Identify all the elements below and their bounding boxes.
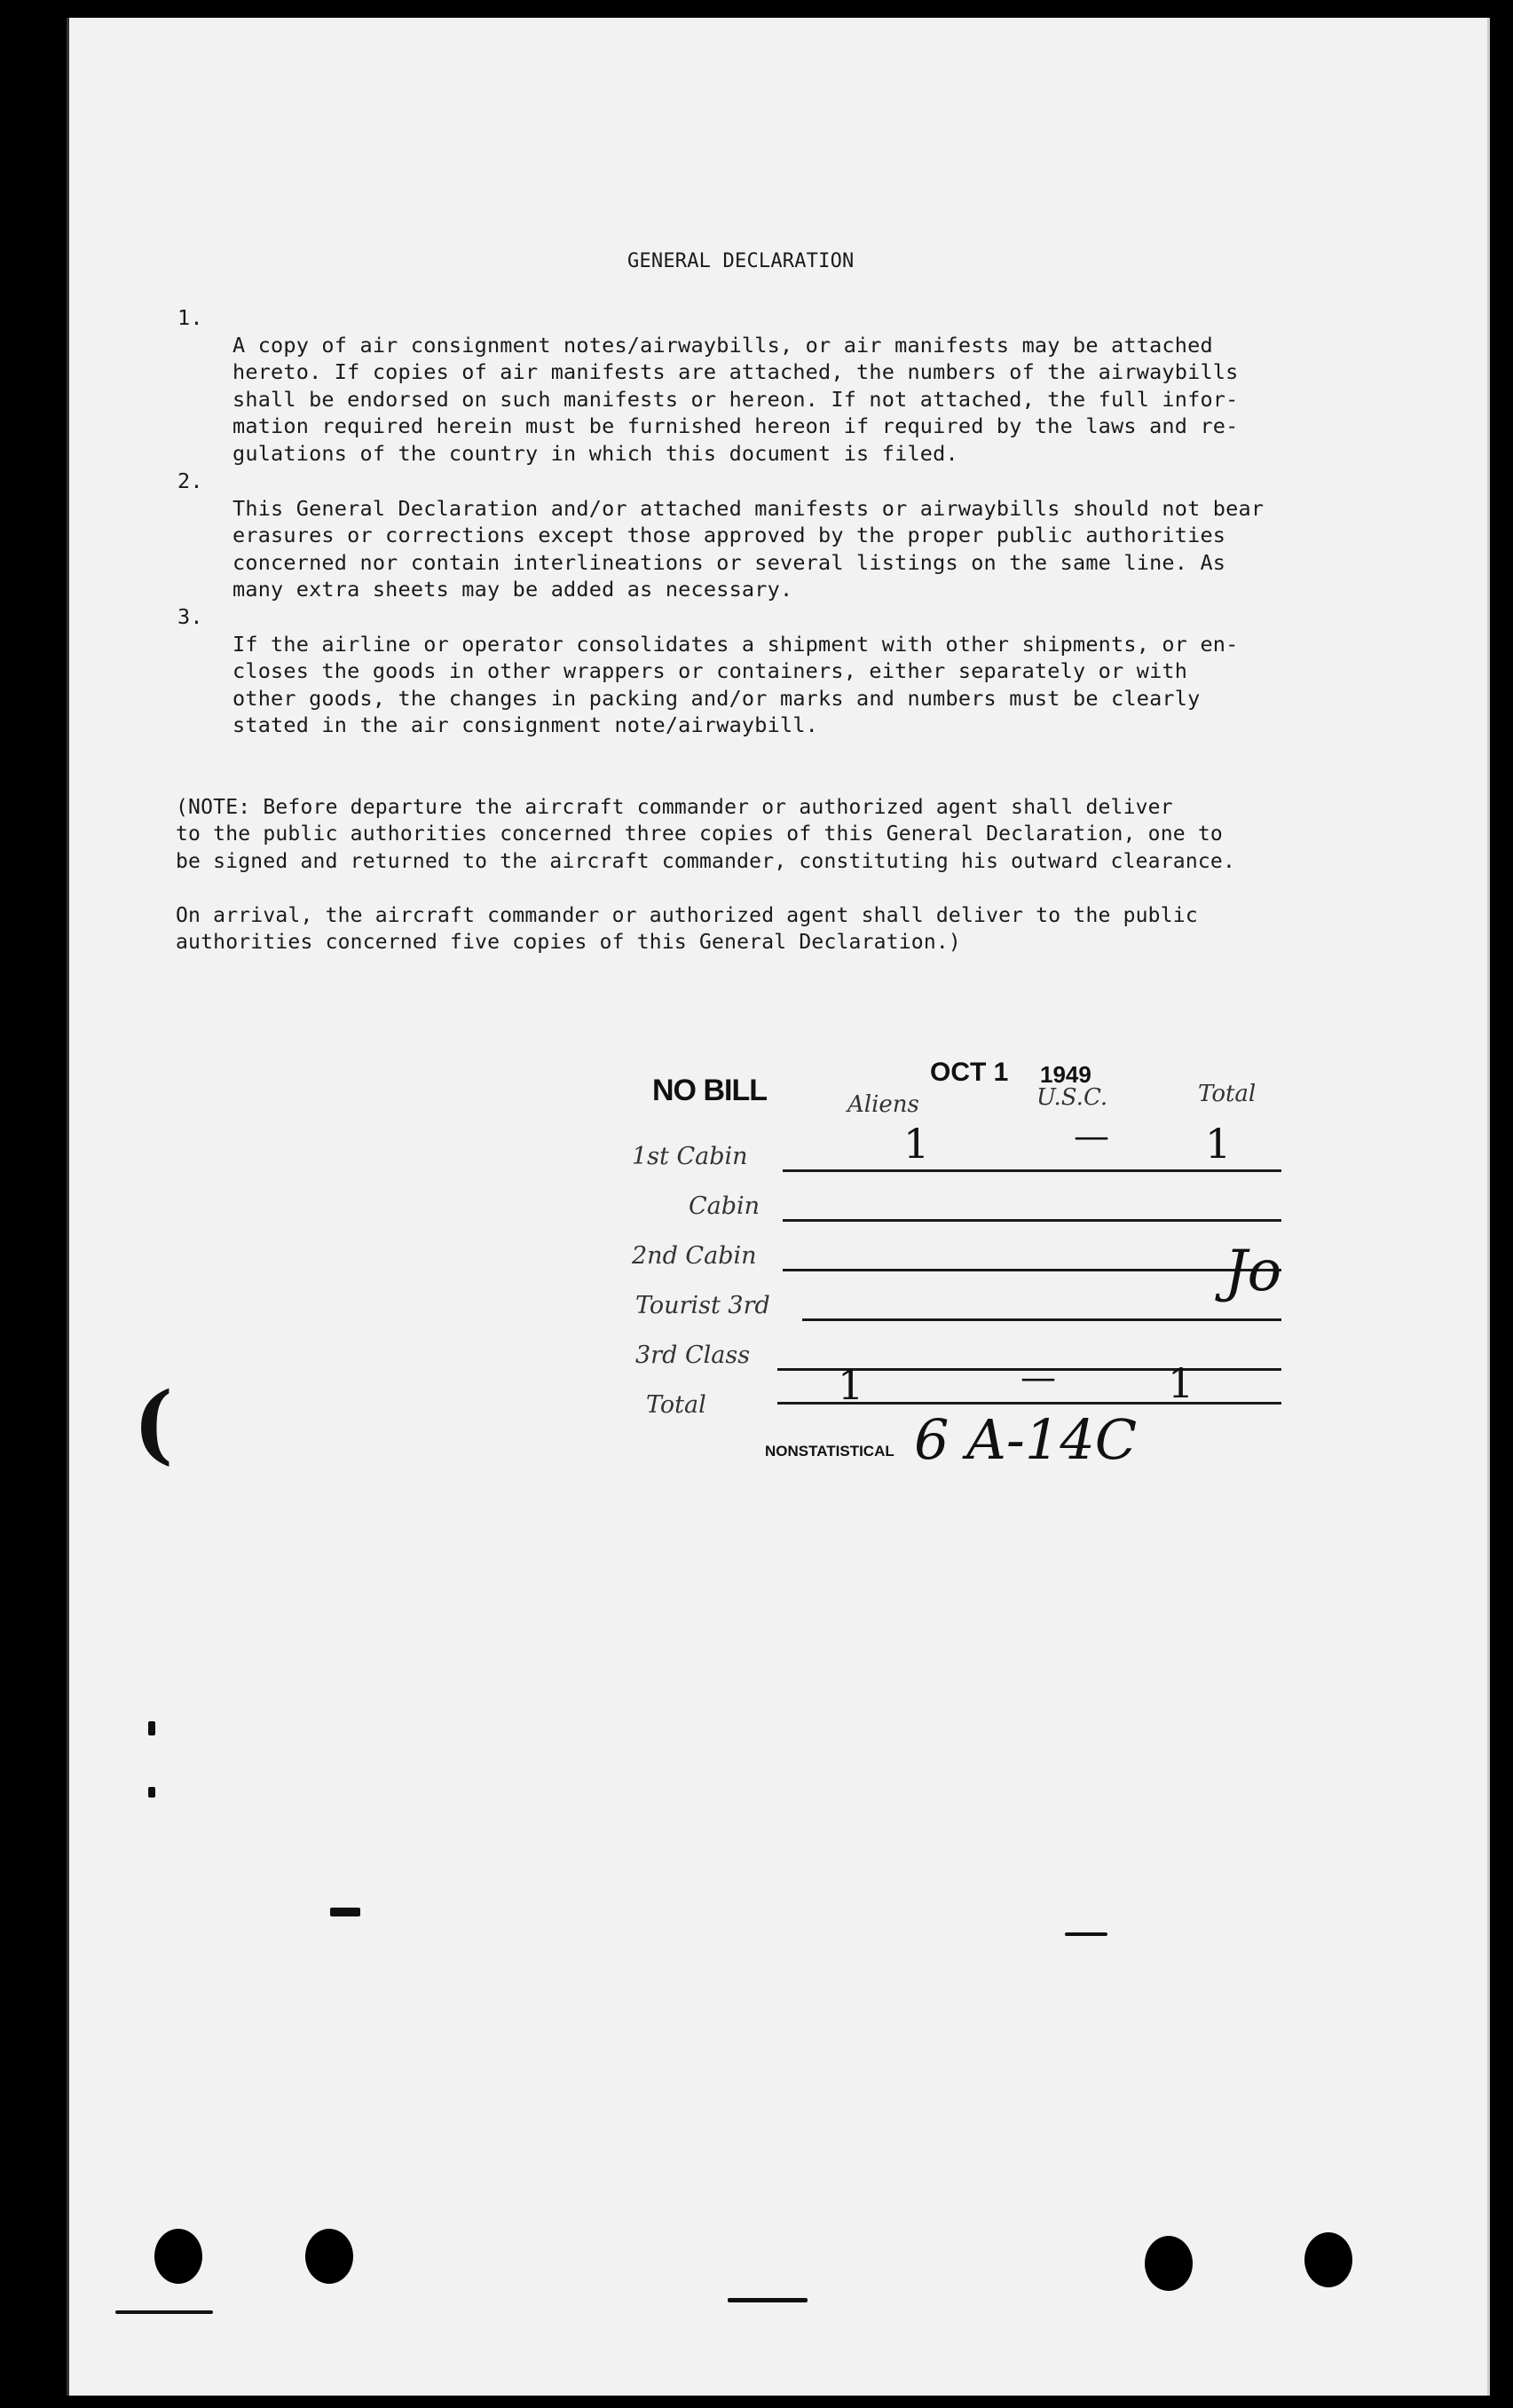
item-line: stated in the air consignment note/airwaybill.	[232, 712, 819, 737]
punch-hole	[305, 2229, 353, 2284]
speck	[728, 2298, 808, 2302]
page-title: GENERAL DECLARATION	[627, 250, 855, 272]
item-line: A copy of air consignment notes/airwaybills, or air manifests may be attached	[232, 332, 1213, 358]
cell-aliens-1st-cabin: 1	[903, 1120, 930, 1168]
speck	[148, 1787, 155, 1798]
item-line: many extra sheets may be added as necessary.	[232, 577, 793, 602]
cell-total-1st-cabin: 1	[1205, 1120, 1232, 1168]
speck	[330, 1908, 360, 1916]
date-stamp: OCT 1	[930, 1058, 1009, 1087]
cell-usc-total: —	[1020, 1357, 1056, 1398]
row-label: 2nd Cabin	[632, 1242, 757, 1270]
item-line: other goods, the changes in packing and/or marks and numbers must be clearly	[232, 685, 1201, 711]
punch-hole	[154, 2229, 202, 2284]
nonstatistical-stamp: NONSTATISTICAL	[765, 1443, 894, 1460]
column-header-aliens: Aliens	[847, 1091, 919, 1118]
arrival-line: On arrival, the aircraft commander or authorized agent shall deliver to the public	[176, 903, 1198, 927]
item-line: concerned nor contain interlineations or several listings on the same line. As	[232, 549, 1226, 575]
item-line: gulations of the country in which this document is filed.	[232, 440, 958, 466]
row-rule	[783, 1169, 1281, 1172]
item-line: erasures or corrections except those approved by the proper public authorities	[232, 523, 1226, 547]
row-rule	[802, 1318, 1281, 1321]
speck	[1065, 1932, 1107, 1936]
note-line: to the public authorities concerned three copies of this General Declaration, one to	[176, 822, 1223, 846]
row-rule	[783, 1219, 1281, 1222]
punch-hole	[1304, 2232, 1352, 2287]
arrival-paragraph	[176, 875, 1198, 983]
margin-mark: (	[133, 1373, 174, 1474]
speck	[148, 1721, 155, 1735]
row-rule	[783, 1269, 1281, 1271]
note-line: (NOTE: Before departure the aircraft commander or authorized agent shall deliver	[176, 795, 1173, 819]
item-1-text	[232, 304, 1239, 494]
speck	[115, 2310, 213, 2314]
item-line: shall be endorsed on such manifests or hereon. If not attached, the full infor-	[232, 386, 1239, 412]
column-header-usc: U.S.C.	[1036, 1084, 1108, 1111]
item-line: mation required herein must be furnished hereon if required by the laws and re-	[232, 413, 1239, 438]
row-label: Cabin	[689, 1192, 760, 1220]
row-label: 1st Cabin	[632, 1143, 748, 1170]
punch-hole	[1145, 2236, 1193, 2291]
item-line: If the airline or operator consolidates a shipment with other shipments, or en-	[232, 631, 1239, 657]
no-bill-stamp: NO BILL	[652, 1074, 767, 1107]
cell-total-total: 1	[1168, 1359, 1194, 1407]
cell-aliens-total: 1	[838, 1361, 864, 1409]
initials-mark: Jo	[1225, 1239, 1282, 1304]
row-label: Total	[646, 1391, 706, 1419]
note-line: be signed and returned to the aircraft commander, constituting his outward clearance.	[176, 849, 1236, 873]
column-header-total: Total	[1198, 1081, 1257, 1107]
item-3-text	[232, 603, 1239, 766]
item-line: closes the goods in other wrappers or containers, either separately or with	[232, 658, 1188, 683]
item-number: 1.	[177, 305, 203, 330]
year-stamp: 1949	[1040, 1061, 1091, 1088]
item-line: This General Declaration and/or attached manifests or airwaybills should not bear	[232, 495, 1265, 521]
handwritten-code: 6 A-14C	[914, 1407, 1138, 1472]
item-number: 2.	[177, 468, 203, 493]
item-line: hereto. If copies of air manifests are attached, the numbers of the airwaybills	[232, 359, 1239, 384]
item-number: 3.	[177, 604, 203, 629]
row-label: Tourist 3rd	[635, 1292, 770, 1319]
cell-usc-1st-cabin: —	[1074, 1116, 1109, 1157]
arrival-line: authorities concerned five copies of this General Declaration.)	[176, 931, 961, 954]
row-label: 3rd Class	[635, 1342, 751, 1369]
